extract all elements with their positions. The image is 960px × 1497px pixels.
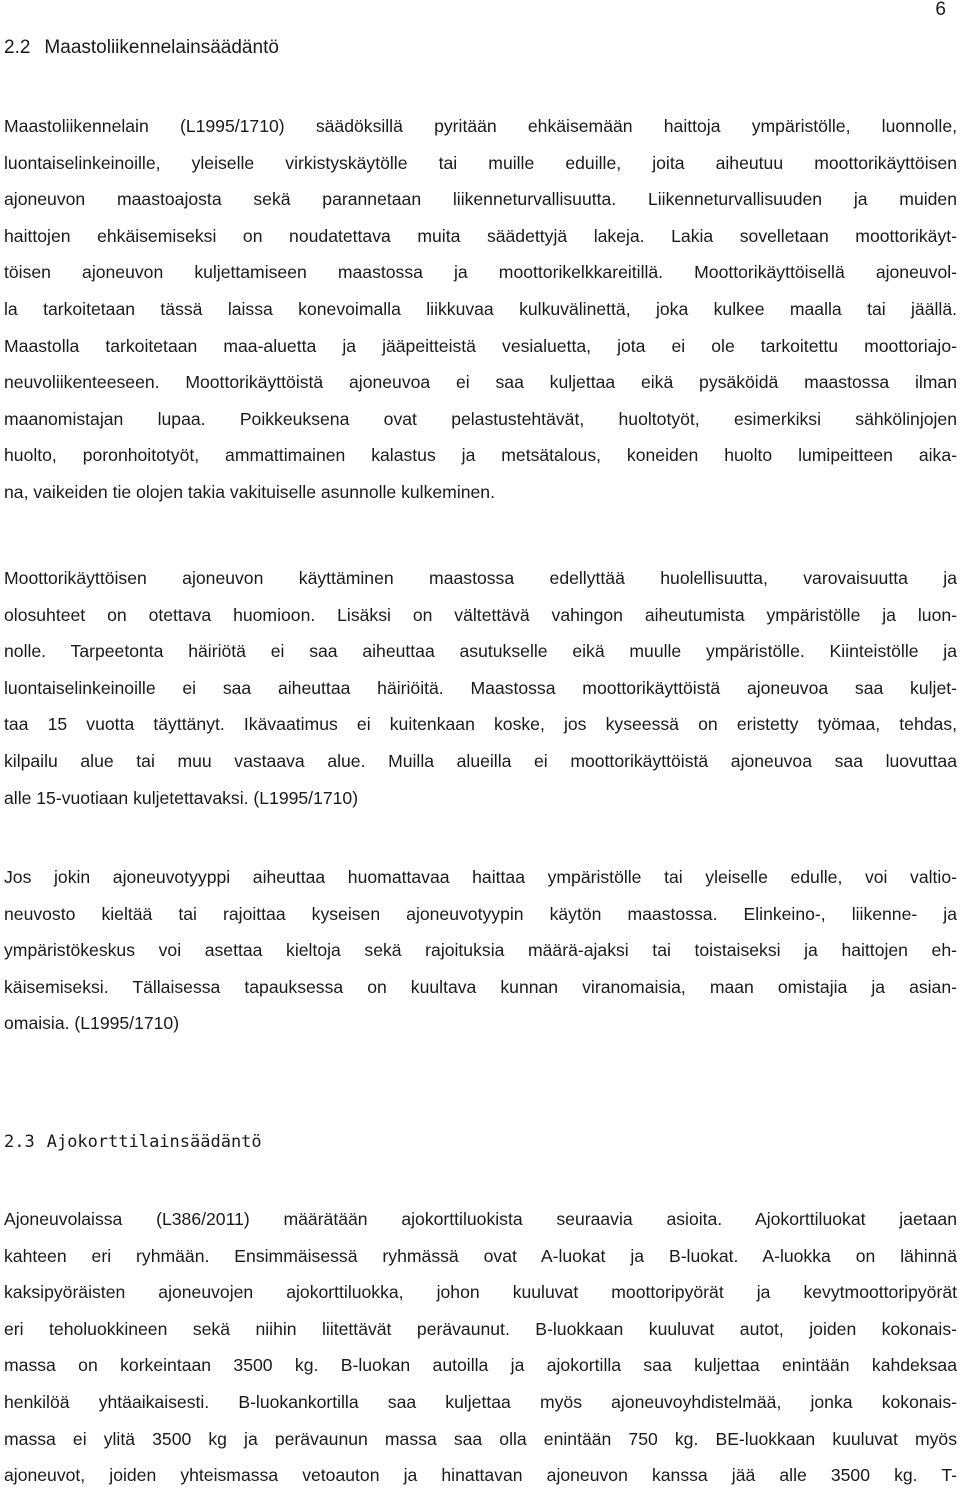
text-line: henkilöä yhtäaikaisesti. B-luokankortilla saa kuljettaa myös ajoneuvoyhdistelmää, jonka kokonais- xyxy=(4,1391,957,1412)
paragraph xyxy=(4,859,957,1042)
text-line: kahteen eri ryhmään. Ensimmäisessä ryhmässä ovat A-luokat ja B-luokat. A-luokka on lähinnä xyxy=(4,1245,957,1266)
text-line: maanomistajan lupaa. Poikkeuksena ovat pelastustehtävät, huoltotyöt, esimerkiksi sähkölinjojen xyxy=(4,408,957,429)
text-line: Jos jokin ajoneuvotyyppi aiheuttaa huomattavaa haittaa ympäristölle tai yleiselle edulle, voi valtio- xyxy=(4,867,957,887)
page-number: 6 xyxy=(935,0,946,20)
text-line: luontaiselinkeinoille ei saa aiheuttaa häiriöitä. Maastossa moottorikäyttöistä ajoneuvoa saa kuljet- xyxy=(4,677,957,698)
text-line: töisen ajoneuvon kuljettamiseen maastossa ja moottorikelkkareitillä. Moottorikäyttöisellä ajoneuvol- xyxy=(4,262,957,283)
section-heading-2-3 xyxy=(4,1130,262,1154)
paragraph xyxy=(4,560,957,816)
text-line: Ajoneuvolaissa (L386/2011) määrätään ajokorttiluokista seuraavia asioita. Ajokorttiluokat jaetaan xyxy=(4,1209,957,1229)
text-line: haittojen ehkäisemiseksi on noudatettava muita säädettyjä lakeja. Lakia sovelletaan moottorikäyt- xyxy=(4,225,957,246)
text-line: huolto, poronhoitotyöt, ammattimainen kalastus ja metsätalous, koneiden huolto lumipeitteen aika- xyxy=(4,445,957,466)
text-line: neuvosto kieltää tai rajoittaa kyseisen ajoneuvotyypin käytön maastossa. Elinkeino-, liikenne- ja xyxy=(4,903,957,924)
text-line: neuvoliikenteeseen. Moottorikäyttöistä ajoneuvoa ei saa kuljettaa eikä pysäköidä maastossa ilman xyxy=(4,372,957,393)
text-line: Maastolla tarkoitetaan maa-aluetta ja jääpeitteistä vesialuetta, jota ei ole tarkoitettu moottoriajo- xyxy=(4,335,957,356)
text-line: omaisia. (L1995/1710) xyxy=(4,1013,180,1034)
text-line: käisemiseksi. Tällaisessa tapauksessa on kuultava kunnan viranomaisia, maan omistajia ja asian- xyxy=(4,976,957,997)
text-line: Moottorikäyttöisen ajoneuvon käyttäminen maastossa edellyttää huolellisuutta, varovaisuutta ja xyxy=(4,568,957,588)
text-line: nolle. Tarpeetonta häiriötä ei saa aiheuttaa asutukselle eikä muulle ympäristölle. Kiinteistölle ja xyxy=(4,641,957,662)
paragraph xyxy=(4,1201,957,1494)
text-line: taa 15 vuotta täyttänyt. Ikävaatimus ei kuitenkaan koske, jos kyseessä on eristetty työmaa, tehdas, xyxy=(4,714,957,735)
text-line: alle 15-vuotiaan kuljetettavaksi. (L1995/1710) xyxy=(4,787,359,808)
section-title: Maastoliikennelainsäädäntö xyxy=(44,37,279,58)
text-line: ympäristökeskus voi asettaa kieltoja sekä rajoituksia määrä-ajaksi tai toistaiseksi ja haittojen eh- xyxy=(4,940,957,961)
text-line: eri teholuokkineen sekä niihin liitettävät perävaunut. B-luokkaan kuuluvat autot, joiden kokonais- xyxy=(4,1318,957,1339)
section-heading-2-2 xyxy=(4,36,279,60)
text-line: ajoneuvot, joiden yhteismassa vetoauton ja hinattavan ajoneuvon kanssa jää alle 3500 kg. T- xyxy=(4,1465,957,1486)
text-line: kaksipyöräisten ajoneuvojen ajokorttiluokka, johon kuuluvat moottoripyörät ja kevytmoottoripyörät xyxy=(4,1282,957,1303)
text-line: na, vaikeiden tie olojen takia vakituiselle asunnolle kulkeminen. xyxy=(4,481,495,502)
text-line: massa on korkeintaan 3500 kg. B-luokan autoilla ja ajokortilla saa kuljettaa enintään kahdeksaa xyxy=(4,1355,957,1376)
text-line: kilpailu alue tai muu vastaava alue. Muilla alueilla ei moottorikäyttöistä ajoneuvoa saa luovuttaa xyxy=(4,750,957,771)
section-number: 2.2 xyxy=(4,37,31,58)
text-line: massa ei ylitä 3500 kg ja perävaunun massa saa olla enintään 750 kg. BE-luokkaan kuuluvat myös xyxy=(4,1428,957,1449)
section-title: Ajokorttilainsäädäntö xyxy=(46,1132,262,1152)
text-line: Maastoliikennelain (L1995/1710) säädöksillä pyritään ehkäisemään haittoja ympäristölle, luonnolle, xyxy=(4,116,957,136)
text-line: olosuhteet on otettava huomioon. Lisäksi on vältettävä vahingon aiheutumista ympäristölle ja luon- xyxy=(4,604,957,625)
text-line: la tarkoitetaan tässä laissa konevoimalla liikkuvaa kulkuvälinettä, joka kulkee maalla tai jäällä. xyxy=(4,298,957,319)
paragraph xyxy=(4,108,957,511)
section-number: 2.3 xyxy=(4,1132,35,1152)
text-line: luontaiselinkeinoille, yleiselle virkistyskäytölle tai muille eduille, joita aiheutuu moottorikäyttöisen xyxy=(4,152,957,173)
text-line: ajoneuvon maastoajosta sekä parannetaan liikenneturvallisuutta. Liikenneturvallisuuden ja muiden xyxy=(4,189,957,210)
